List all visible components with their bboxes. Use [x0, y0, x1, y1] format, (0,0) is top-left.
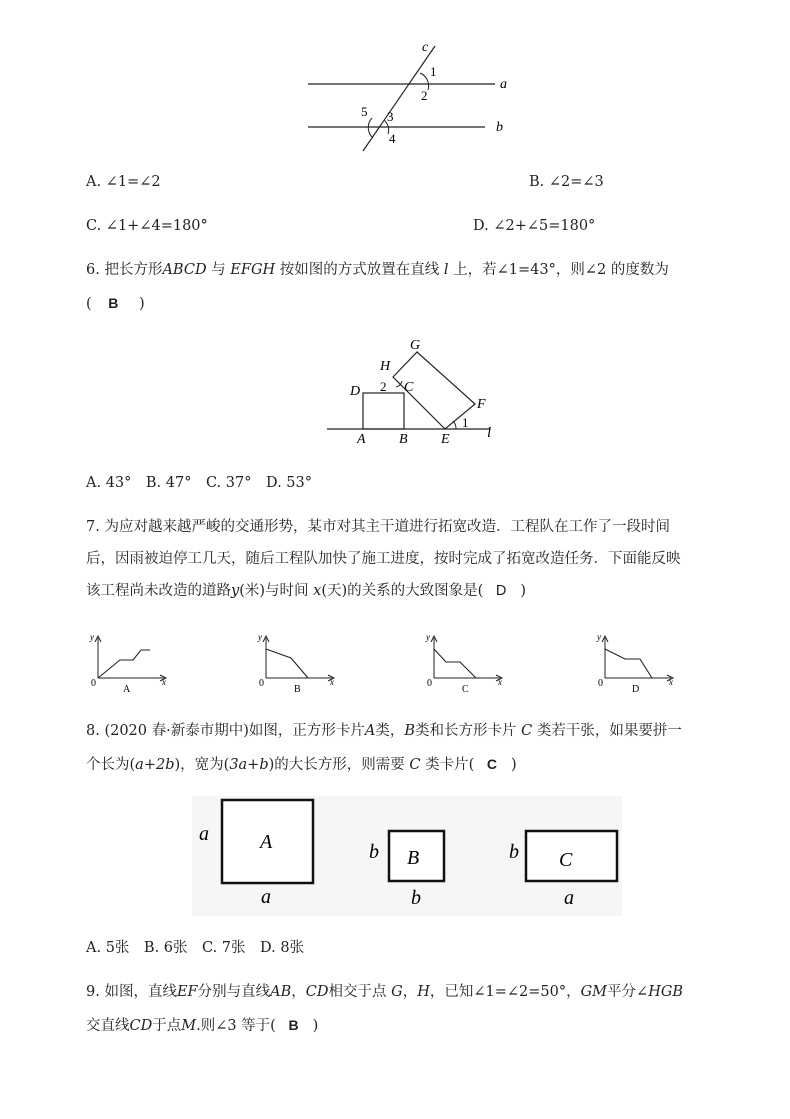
q5-option-c: C. ∠1+∠4=180°	[86, 218, 208, 234]
q9-comma: ，	[291, 984, 306, 1000]
q7-graph-c-y: y	[426, 632, 430, 642]
q7-graph-a-origin: 0	[91, 678, 96, 689]
q9-line1-e: 平分∠	[607, 984, 649, 1000]
q6-number: 6.	[86, 262, 100, 278]
q5-option-d: D. ∠2+∠5=180°	[473, 218, 596, 234]
q7-var-y: y	[231, 583, 240, 599]
q7-line2: 后，因雨被迫停工几天，随后工程队加快了施工进度，按时完成了拓宽改造任务．下面能反映	[86, 551, 681, 567]
q5-angle-5: 5	[361, 104, 368, 119]
q5-angle-3: 3	[387, 109, 394, 124]
q7-graph-c-label: C	[462, 684, 469, 695]
q8-line2-d: 类卡片(	[425, 757, 475, 773]
q5-label-c: c	[422, 40, 429, 55]
q8-line1-d: 类若干张，如果要拼一	[536, 723, 682, 739]
q6-close-paren: )	[139, 296, 145, 312]
q8-line2-c: )的大长方形，则需要	[268, 757, 405, 773]
q7-graph-b-label: B	[294, 684, 301, 695]
q9-line1-b: 分别与直线	[197, 984, 271, 1000]
q7-answer: D	[495, 583, 507, 599]
q6-answer: B	[108, 295, 119, 311]
q8-answer: C	[486, 756, 498, 772]
q8-options: A. 5张 B. 6张 C. 7张 D. 8张	[86, 940, 305, 956]
q7-graph-d-label: D	[632, 684, 640, 695]
q9-line2	[86, 1015, 318, 1036]
q6-label-a: A	[357, 432, 366, 447]
q8-length: a+2b	[135, 757, 175, 773]
q6-text-d: 上，若∠1=43°，则∠2 的度数为	[453, 262, 669, 278]
q8-card-b-label: B	[407, 847, 420, 869]
q7-line3-a: 该工程尚未改造的道路	[86, 583, 231, 599]
q5-figure	[300, 38, 525, 153]
q5-label-b: b	[496, 120, 503, 135]
q6-rect2: EFGH	[230, 262, 276, 278]
q7-line1: 7. 为应对越来越严峻的交通形势，某市对其主干道进行拓宽改造．工程队在工作了一段时间	[86, 519, 670, 535]
q6-label-c: C	[404, 380, 414, 395]
q8-card-a-bottom: a	[261, 886, 271, 908]
q8-line2-a: 个长为(	[86, 757, 136, 773]
q8-card-c-label: C	[559, 849, 573, 871]
q9-line1-a: 9. 如图，直线	[86, 984, 177, 1000]
q7-graph-a-x: x	[162, 677, 166, 687]
q6-label-l: l	[487, 425, 492, 441]
q7-graph-a-y: y	[90, 632, 94, 642]
q9-line1-d: ，已知∠1=∠2=50°，	[429, 984, 581, 1000]
q7-graph-d-y: y	[597, 632, 601, 642]
q8-card-b-ref: B	[404, 723, 416, 739]
q9-ab: AB	[270, 984, 292, 1000]
q8-line1	[86, 721, 682, 741]
q7-graph-b-origin: 0	[259, 678, 264, 689]
q8-card-a-label: A	[260, 831, 273, 853]
q9-ef: EF	[176, 984, 198, 1000]
q8-line2-e: )	[511, 757, 517, 773]
q6-open-paren: (	[86, 296, 92, 312]
q6-label-b: B	[399, 432, 408, 447]
q9-comma2: ，	[402, 984, 418, 1000]
q9-line2-a: 交直线	[86, 1018, 130, 1034]
q5-angle-4: 4	[389, 131, 396, 146]
q7-line3-b: (米)与时间	[239, 583, 309, 599]
q5-angle-1: 1	[430, 64, 437, 79]
q7-graph-b	[256, 630, 338, 696]
q6-text-b: 与	[211, 262, 226, 278]
q8-card-b-bottom: b	[411, 887, 421, 909]
q5-label-a: a	[500, 77, 507, 92]
q9-line1-c: 相交于点	[328, 984, 387, 1000]
q6-line-l: l	[443, 262, 449, 278]
q7-graph-d-x: x	[669, 677, 673, 687]
q9-answer: B	[288, 1017, 299, 1033]
q6-label-d: D	[350, 384, 361, 399]
q8-card-c-ref2: C	[409, 757, 421, 773]
q6-label-f: F	[477, 397, 486, 412]
q7-graph-c-x: x	[498, 677, 502, 687]
q6-angle-1: 1	[462, 415, 469, 430]
q9-cd2: CD	[129, 1018, 153, 1034]
q7-graph-d	[595, 630, 677, 696]
q7-graph-a	[88, 630, 170, 696]
q5-option-a: A. ∠1=∠2	[86, 174, 161, 190]
q8-card-c-side: b	[509, 841, 519, 863]
q8-line1-c: 类和长方形卡片	[415, 723, 517, 739]
q6-label-h: H	[380, 359, 391, 374]
q6-text-c: 按如图的方式放置在直线	[279, 262, 440, 278]
q7-graph-b-x: x	[330, 677, 334, 687]
q9-line2-b: 于点	[152, 1018, 182, 1034]
q9-cd: CD	[305, 984, 329, 1000]
q7-graph-a-label: A	[123, 684, 131, 695]
q6-options: A. 43° B. 47° C. 37° D. 53°	[86, 475, 312, 491]
q9-hgb: HGB	[648, 984, 684, 1000]
q8-line1-b: 类，	[375, 723, 405, 739]
q9-m: M	[181, 1018, 197, 1034]
q9-line2-c: .则∠3 等于(	[196, 1018, 276, 1034]
q6-figure	[322, 335, 507, 450]
q8-line2-b: )，宽为(	[174, 757, 230, 773]
q5-option-b: B. ∠2=∠3	[529, 174, 604, 190]
q6-answer-line	[86, 293, 145, 314]
q9-line1	[86, 982, 683, 1002]
q9-gm: GM	[580, 984, 608, 1000]
q7-graph-c-origin: 0	[427, 678, 432, 689]
q8-width: 3a+b	[229, 757, 269, 773]
q8-card-b-side: b	[369, 841, 379, 863]
q6-label-g: G	[410, 338, 421, 353]
q6-label-e: E	[441, 432, 450, 447]
q5-angle-2: 2	[421, 88, 428, 103]
q8-card-a-side: a	[199, 823, 209, 845]
q9-h: H	[417, 984, 430, 1000]
q8-figure	[192, 796, 622, 916]
q8-line1-a: 8. (2020 春·新泰市期中)如图，正方形卡片	[86, 723, 365, 739]
q6-rect1: ABCD	[162, 262, 207, 278]
q8-card-a-ref: A	[364, 723, 376, 739]
q6-question	[86, 260, 669, 280]
q7-line3-d: )	[520, 583, 527, 599]
q8-card-c-bottom: a	[564, 887, 574, 909]
q6-text-a: 把长方形	[104, 262, 163, 278]
q9-line2-d: )	[312, 1018, 319, 1034]
q8-line2	[86, 754, 517, 775]
q7-graph-d-origin: 0	[598, 678, 603, 689]
q6-angle-2: 2	[380, 379, 387, 394]
q9-g: G	[391, 984, 403, 1000]
q8-card-c-ref: C	[521, 723, 533, 739]
q7-line3	[86, 581, 526, 601]
q7-var-x: x	[313, 583, 322, 599]
q7-line3-c: (天)的关系的大致图象是(	[321, 583, 484, 599]
q7-graph-c	[424, 630, 506, 696]
q7-graph-b-y: y	[258, 632, 262, 642]
